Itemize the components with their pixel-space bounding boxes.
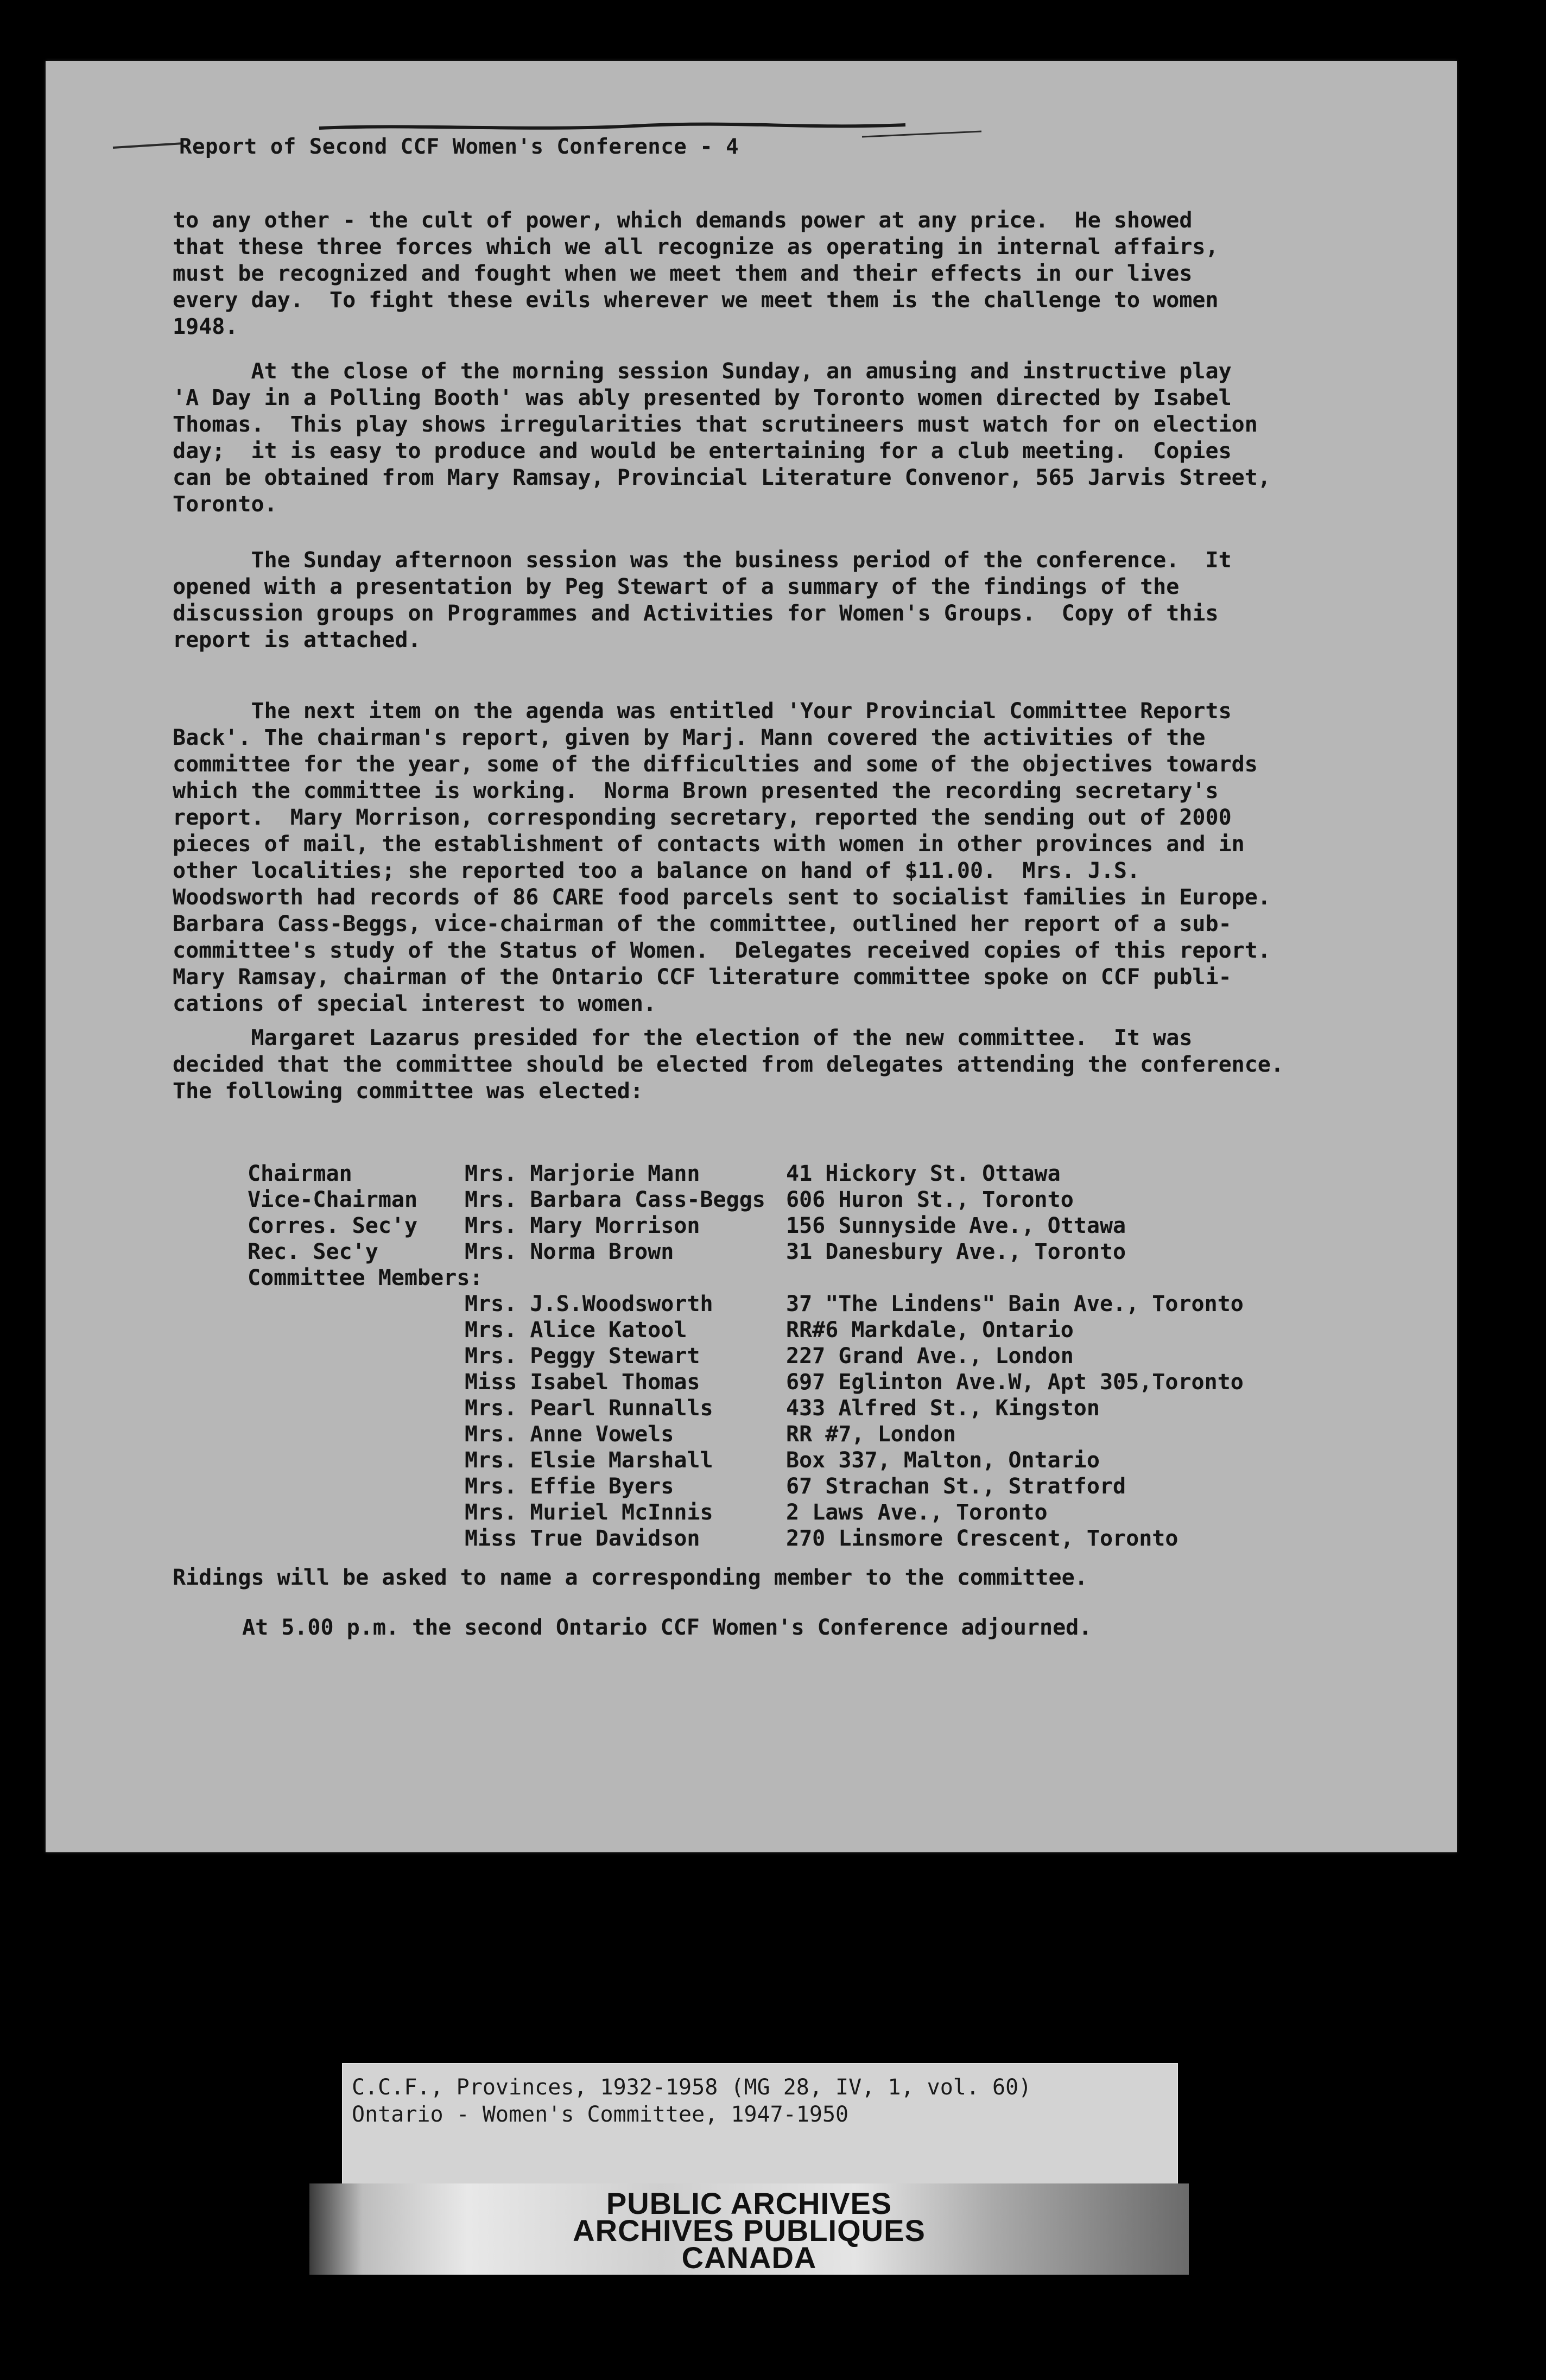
adjournment-note: At 5.00 p.m. the second Ontario CCF Women's Conference adjourned. [242, 1615, 1092, 1640]
member-name: Mrs. Muriel McInnis [465, 1500, 713, 1525]
member-name: Mrs. Anne Vowels [465, 1422, 674, 1447]
member-row [248, 1343, 1244, 1369]
member-address: 67 Strachan St., Stratford [786, 1474, 1126, 1499]
officer-name: Mrs. Marjorie Mann [465, 1161, 700, 1186]
officer-role: Chairman [248, 1161, 352, 1186]
member-address: Box 337, Malton, Ontario [786, 1448, 1100, 1473]
officer-row [248, 1213, 1244, 1239]
officer-row [248, 1187, 1244, 1213]
member-row [248, 1291, 1244, 1317]
paragraph-1: to any other - the cult of power, which demands power at any price. He showed that these three forces which we all recognize as operating in internal affairs, must be recognized and fought when we meet them and their effects in our lives every day. To fight these evils wherever we meet them is the challenge to women 1948. [173, 208, 1219, 339]
paragraph-4: The next item on the agenda was entitled 'Your Provincial Committee Reports Back'. The chairman's report, given by Marj. Mann covered the activities of the committee for the year, some of the difficulties and some of the objectives towards which the committee is working. Norma Brown presented the recording secretary's report. Mary Morrison, corresponding secretary, reported the sending out of 2000 pieces of mail, the establishment of contacts with women in other provinces and in other localities; she reported too a balance on hand of $11.00. Mrs. J.S. Woodsworth had records of 86 CARE food parcels sent to socialist families in Europe. Barbara Cass-Beggs, vice-chairman of the committee, outlined her report of a sub- committee's study of the Status of Women. Delegates received copies of this report. Mary Ramsay, chairman of the Ontario CCF literature committee spoke on CCF publi- cations of special interest to women. [173, 699, 1271, 1016]
officer-row [248, 1239, 1244, 1265]
officer-role: Vice-Chairman [248, 1187, 418, 1212]
members-heading: Committee Members: [248, 1265, 483, 1290]
member-row [248, 1395, 1244, 1421]
member-address: RR#6 Markdale, Ontario [786, 1318, 1074, 1343]
officer-address: 606 Huron St., Toronto [786, 1187, 1074, 1212]
paragraph-2: At the close of the morning session Sunday, an amusing and instructive play 'A Day in a Polling Booth' was ably presented by Toronto women directed by Isabel Thomas. This play shows irregularities that scrutineers must watch for on election day; it is easy to produce and would be entertaining for a club meeting. Copies can be obtained from Mary Ramsay, Provincial Literature Convenor, 565 Jarvis Street, Toronto. [173, 359, 1271, 517]
member-row [248, 1526, 1244, 1552]
members-heading-row [248, 1265, 1244, 1291]
member-row [248, 1473, 1244, 1499]
member-name: Miss True Davidson [465, 1526, 700, 1551]
officer-address: 156 Sunnyside Ave., Ottawa [786, 1213, 1126, 1238]
member-address: RR #7, London [786, 1422, 956, 1447]
officer-name: Mrs. Norma Brown [465, 1239, 674, 1264]
officer-name: Mrs. Mary Morrison [465, 1213, 700, 1238]
member-address: 2 Laws Ave., Toronto [786, 1500, 1048, 1525]
member-address: 697 Eglinton Ave.W, Apt 305,Toronto [786, 1370, 1244, 1395]
member-address: 227 Grand Ave., London [786, 1344, 1074, 1369]
member-address: 270 Linsmore Crescent, Toronto [786, 1526, 1178, 1551]
member-row [248, 1317, 1244, 1343]
officer-name: Mrs. Barbara Cass-Beggs [465, 1187, 765, 1212]
stamp-line-1: PUBLIC ARCHIVES [606, 2186, 892, 2220]
member-row [248, 1447, 1244, 1473]
officer-address: 41 Hickory St. Ottawa [786, 1161, 1061, 1186]
member-name: Mrs. J.S.Woodsworth [465, 1292, 713, 1316]
archive-reference-line-2: Ontario - Women's Committee, 1947-1950 [352, 2102, 849, 2127]
closing-note: Ridings will be asked to name a corresponding member to the committee. [173, 1565, 1088, 1590]
stamp-line-2: ARCHIVES PUBLIQUES [573, 2213, 926, 2248]
member-name: Miss Isabel Thomas [465, 1370, 700, 1395]
paragraph-5: Margaret Lazarus presided for the election of the new committee. It was decided that the committee should be elected from delegates attending the conference. The following committee was elected: [173, 1026, 1284, 1104]
member-name: Mrs. Alice Katool [465, 1318, 687, 1343]
committee-list [248, 1161, 1244, 1552]
stamp-line-3: CANADA [681, 2240, 817, 2275]
member-name: Mrs. Peggy Stewart [465, 1344, 700, 1369]
page-header: Report of Second CCF Women's Conference - 4 [179, 135, 739, 159]
member-row [248, 1421, 1244, 1447]
officer-role: Corres. Sec'y [248, 1213, 418, 1238]
member-address: 37 "The Lindens" Bain Ave., Toronto [786, 1292, 1244, 1316]
member-name: Mrs. Effie Byers [465, 1474, 674, 1499]
archive-reference-line-1: C.C.F., Provinces, 1932-1958 (MG 28, IV, 1, vol. 60) [352, 2075, 1032, 2100]
member-address: 433 Alfred St., Kingston [786, 1396, 1100, 1421]
archives-stamp [309, 2183, 1189, 2275]
archive-reference-label [342, 2063, 1178, 2190]
paragraph-3: The Sunday afternoon session was the business period of the conference. It opened with a presentation by Peg Stewart of a summary of the findings of the discussion groups on Programmes and Activities for Women's Groups. Copy of this report is attached. [173, 548, 1232, 653]
officer-address: 31 Danesbury Ave., Toronto [786, 1239, 1126, 1264]
officer-role: Rec. Sec'y [248, 1239, 378, 1264]
member-row [248, 1499, 1244, 1526]
member-name: Mrs. Pearl Runnalls [465, 1396, 713, 1421]
member-name: Mrs. Elsie Marshall [465, 1448, 713, 1473]
officer-row [248, 1161, 1244, 1187]
member-row [248, 1369, 1244, 1395]
